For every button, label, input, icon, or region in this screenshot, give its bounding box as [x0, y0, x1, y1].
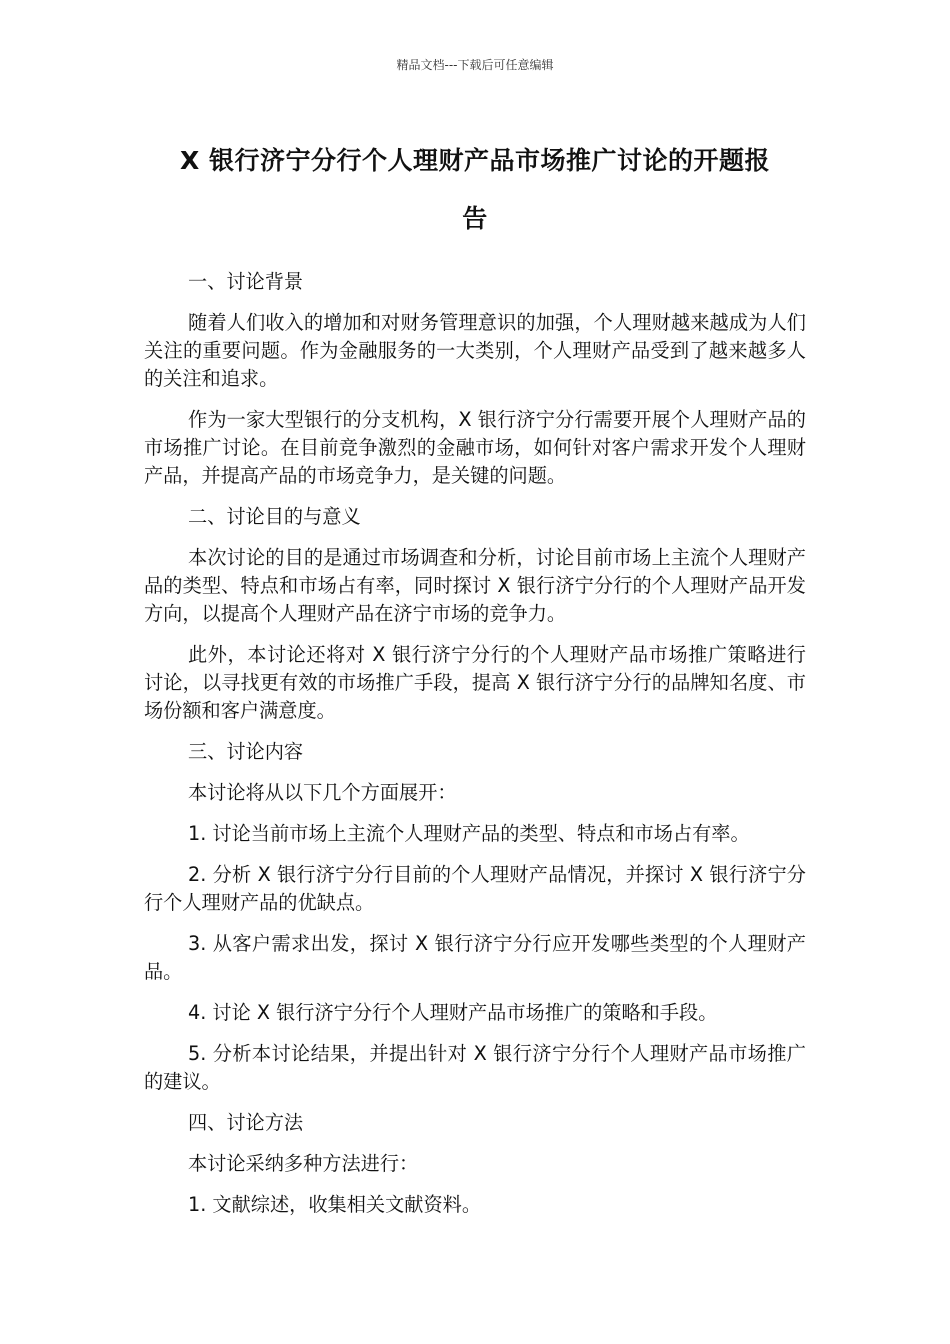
paragraph-purpose-2: 此外，本讨论还将对 X 银行济宁分行的个人理财产品市场推广策略进行讨论，以寻找更有效的市场推广手段，提高 X 银行济宁分行的品牌知名度、市场份额和客户满意度。: [144, 643, 806, 722]
document-title: [144, 132, 806, 248]
list-item-content-5: 5. 分析本讨论结果，并提出针对 X 银行济宁分行个人理财产品市场推广的建议。: [144, 1042, 806, 1093]
list-item-content-1: 1. 讨论当前市场上主流个人理财产品的类型、特点和市场占有率。: [188, 822, 750, 845]
paragraph-content-intro: 本讨论将从以下几个方面展开：: [188, 781, 457, 804]
paragraph-background-2: 作为一家大型银行的分支机构，X 银行济宁分行需要开展个人理财产品的市场推广讨论。在目前竞争激烈的金融市场，如何针对客户需求开发个人理财产品，并提高产品的市场竞争力，是关键的问题。: [144, 408, 806, 487]
paragraph-method-intro: 本讨论采纳多种方法进行：: [188, 1152, 419, 1175]
list-item-content-2: 2. 分析 X 银行济宁分行目前的个人理财产品情况，并探讨 X 银行济宁分行个人理财产品的优缺点。: [144, 863, 806, 914]
list-item-method-1: 1. 文献综述，收集相关文献资料。: [188, 1193, 482, 1216]
page-header: 精品文档---下载后可任意编辑: [396, 58, 554, 72]
paragraph-background-1: 随着人们收入的增加和对财务管理意识的加强，个人理财越来越成为人们关注的重要问题。作为金融服务的一大类别，个人理财产品受到了越来越多人的关注和追求。: [144, 311, 806, 390]
list-item-content-3: 3. 从客户需求出发，探讨 X 银行济宁分行应开发哪些类型的个人理财产品。: [144, 932, 806, 983]
section-heading-content: 三、讨论内容: [188, 740, 304, 763]
section-heading-method: 四、讨论方法: [188, 1111, 304, 1134]
list-item-content-4: 4. 讨论 X 银行济宁分行个人理财产品市场推广的策略和手段。: [188, 1001, 718, 1024]
section-heading-background: 一、讨论背景: [188, 270, 304, 293]
document-title-line-1: X 银行济宁分行个人理财产品市场推广讨论的开题报: [180, 146, 770, 175]
document-title-line-2: 告: [462, 204, 488, 233]
paragraph-purpose-1: 本次讨论的目的是通过市场调查和分析，讨论目前市场上主流个人理财产品的类型、特点和市场占有率，同时探讨 X 银行济宁分行的个人理财产品开发方向，以提高个人理财产品在济宁市场的竞争力。: [144, 546, 806, 625]
section-heading-purpose: 二、讨论目的与意义: [188, 505, 361, 528]
document-body: [144, 268, 806, 1232]
